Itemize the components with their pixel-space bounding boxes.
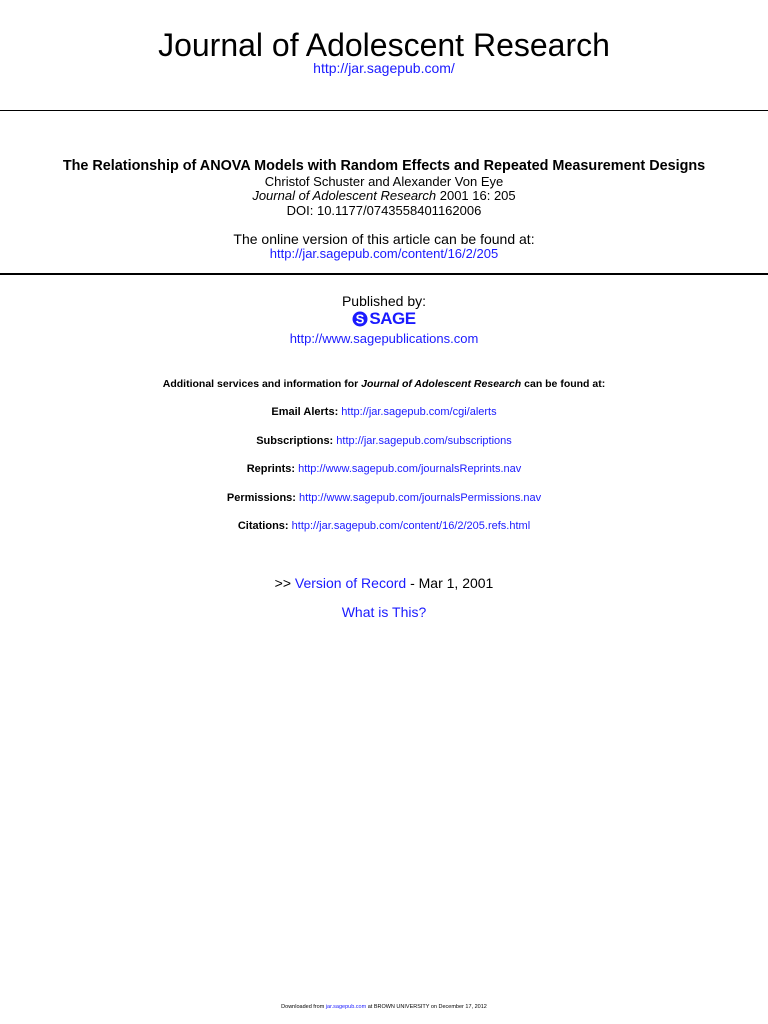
services-intro-journal: Journal of Adolescent Research bbox=[361, 378, 522, 390]
service-permissions bbox=[0, 492, 768, 505]
what-is-this-link[interactable]: What is This? bbox=[341, 604, 427, 620]
article-authors: Christof Schuster and Alexander Von Eye bbox=[264, 174, 504, 189]
online-version-link[interactable]: http://jar.sagepub.com/content/16/2/205 bbox=[269, 246, 499, 261]
journal-url-link[interactable]: http://jar.sagepub.com/ bbox=[313, 60, 455, 76]
sage-s-circle-icon bbox=[352, 311, 368, 327]
download-footer bbox=[0, 1004, 768, 1011]
publisher-url-link[interactable]: http://www.sagepublications.com bbox=[289, 331, 479, 346]
service-reprints bbox=[0, 463, 768, 476]
service-label: Citations: bbox=[237, 520, 289, 532]
service-email-alerts-link[interactable]: http://jar.sagepub.com/cgi/alerts bbox=[341, 406, 497, 418]
version-of-record-link[interactable]: Version of Record bbox=[294, 575, 407, 591]
article-title: The Relationship of ANOVA Models with Random Effects and Repeated Measurement Designs bbox=[62, 158, 706, 174]
citation-journal: Journal of Adolescent Research bbox=[252, 188, 437, 203]
sage-logo-text: SAGE bbox=[369, 309, 416, 328]
service-label: Permissions: bbox=[226, 492, 296, 504]
divider-top bbox=[0, 110, 768, 111]
published-by-label: Published by: bbox=[341, 293, 427, 309]
what-is-this-line bbox=[0, 604, 768, 620]
footer-site-link[interactable]: jar.sagepub.com bbox=[325, 1004, 367, 1010]
footer-suffix: at BROWN UNIVERSITY on December 17, 2012 bbox=[366, 1004, 487, 1010]
service-citations-link[interactable]: http://jar.sagepub.com/content/16/2/205.refs.html bbox=[291, 520, 531, 532]
online-version-label: The online version of this article can be found at: bbox=[233, 231, 535, 247]
online-version-line bbox=[0, 246, 768, 261]
article-citation bbox=[0, 188, 768, 203]
services-intro-prefix: Additional services and information for bbox=[162, 378, 362, 390]
divider-middle bbox=[0, 273, 768, 275]
service-label: Reprints: bbox=[246, 463, 296, 475]
service-label: Email Alerts: bbox=[271, 406, 339, 418]
services-intro-suffix: can be found at: bbox=[521, 378, 606, 390]
service-subscriptions-link[interactable]: http://jar.sagepub.com/subscriptions bbox=[336, 435, 512, 447]
service-email-alerts bbox=[0, 406, 768, 419]
sage-logo[interactable] bbox=[0, 309, 768, 329]
version-date: - Mar 1, 2001 bbox=[406, 575, 494, 591]
article-doi: DOI: 10.1177/0743558401162006 bbox=[286, 203, 482, 218]
service-permissions-link[interactable]: http://www.sagepub.com/journalsPermissions.nav bbox=[299, 492, 542, 504]
additional-services-heading bbox=[0, 378, 768, 391]
version-prefix: >> bbox=[274, 575, 295, 591]
svg-text:S: S bbox=[356, 311, 365, 327]
footer-prefix: Downloaded from bbox=[281, 1004, 326, 1010]
service-subscriptions bbox=[0, 435, 768, 448]
service-label: Subscriptions: bbox=[256, 435, 334, 447]
citation-details: 2001 16: 205 bbox=[436, 188, 516, 203]
journal-url-line bbox=[0, 60, 768, 76]
journal-title: Journal of Adolescent Research bbox=[158, 27, 610, 63]
version-of-record-line bbox=[0, 575, 768, 591]
service-citations bbox=[0, 520, 768, 533]
service-reprints-link[interactable]: http://www.sagepub.com/journalsReprints.nav bbox=[298, 463, 522, 475]
publisher-url-line bbox=[0, 331, 768, 346]
